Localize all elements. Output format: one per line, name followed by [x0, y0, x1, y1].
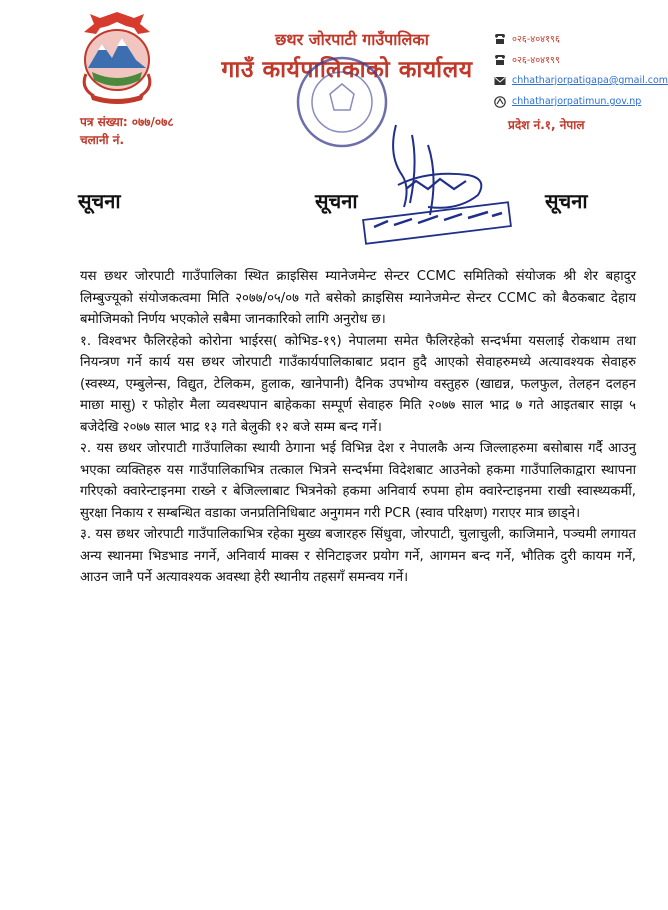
letter-ref: पत्र संख्या: ०७७/०७८: [80, 115, 174, 129]
intro-paragraph: यस छथर जोरपाटी गाउँपालिका स्थित क्राइसिस म्यानेजमेन्ट सेन्टर CCMC समितिको संयोजक श्री शेर बहादुर लिम्बुज्यूको संयोजकत्वमा मिति २०७७/०५/०७ गते बसेको क्राइसिस म्यानेजमेन्ट सेन्टर CCMC को बैठकबाट देहाय बमोजिमको निर्णय भएकोले सबैमा जानकारिको लागि अनुरोध छ।: [80, 269, 636, 327]
decision-point-2: २. यस छथर जोरपाटी गाउँपालिका स्थायी ठेगाना भई विभिन्न देश र नेपालकै अन्य जिल्लाहरुमा बसोबास गर्दै आउनु भएका व्यक्तिहरु यस गाउँपालिकाभित्र तत्काल भित्रने सन्दर्भमा विदेशबाट आउनेको हकमा गाउँपालिकाद्वारा स्थापना गरिएको क्वारेन्टाइनमा राख्ने र बेजिल्लाबाट भित्रनेको हकमा अनिवार्य रुपमा होम क्वारेन्टाइनमा राखी स्वास्थ्यकर्मी, सुरक्षा निकाय र सम्बन्धित वडाका जनप्रतिनिधिबाट अनुगमन गरी PCR (स्वाव परिक्षण) गराएर मात्र छाड्ने।: [80, 441, 636, 521]
phone-row-2: [494, 49, 643, 70]
phone-icon: [494, 33, 506, 45]
office-title: गाउँ कार्यपालिकाको कार्यालय: [221, 57, 473, 83]
dispatch-number: चलानी नं.: [80, 133, 125, 147]
phone-2: ०२६-४०४१९९: [512, 55, 560, 66]
email-link[interactable]: chhatharjorpatigapa@gmail.com: [512, 75, 668, 86]
phone-1: ०२६-४०४१९६: [512, 34, 560, 45]
phone-icon: [494, 54, 506, 66]
decision-point-3: ३. यस छथर जोरपाटी गाउँपालिकाभित्र रहेका मुख्य बजारहरु सिंधुवा, जोरपाटी, चुलाचुली, काजिमाने, पञ्चमी लगायत अन्य स्थानमा भिडभाड नगर्ने, अनिवार्य माक्स र सेनिटाइजर प्रयोग गर्ने, आगमन बन्द गर्ने, भौतिक दुरी कायम गर्ने, आउन जानै पर्ने अत्यावश्यक अवस्था हेरी स्थानीय तहसगँ समन्वय गर्ने।: [80, 527, 636, 585]
email-icon: [494, 75, 506, 87]
email-row: [494, 70, 668, 91]
nepal-emblem-icon: [74, 8, 160, 104]
phone-row-1: [494, 28, 643, 49]
notice-heading-center: सूचना: [315, 189, 358, 213]
web-icon: [494, 96, 506, 108]
signature-stamp-icon: [358, 115, 518, 255]
notice-body: [80, 266, 636, 589]
province-label: प्रदेश नं.१, नेपाल: [508, 118, 585, 132]
contact-block: [494, 28, 668, 112]
decision-point-1: १. विश्वभर फैलिरहेको कोरोना भाईरस( कोभिड-१९) नेपालमा समेत फैलिरहेको सन्दर्भमा यसलाई रोकथाम तथा नियन्त्रण गर्ने कार्य यस छथर जोरपाटी गाउँकार्यपालिकाबाट प्रदान हुदै आएको सेवाहरुमध्ये अत्यावश्यक सेवाहरु (स्वस्थ्य, एम्बुलेन्स, विद्युत, टेलिकम, हुलाक, खानेपानी) दैनिक उपभोग्य वस्तुहरु (खाद्यन्न, फलफुल, तेलहन दलहन माछा मासु) र फोहोर मैला व्यवस्थपान बाहेकका सम्पूर्ण सेवाहरु मिति २०७७ साल भाद्र ७ गते आइतबार साझ ५ बजेदेखि २०७७ साल भाद्र १३ गते बेलुकी १२ बजे सम्म बन्द गर्ने।: [80, 333, 636, 435]
website-link[interactable]: chhatharjorpatimun.gov.np: [512, 96, 642, 107]
web-row: [494, 91, 643, 112]
notice-heading-right: सूचना: [545, 189, 588, 213]
notice-heading-left: सूचना: [78, 189, 121, 213]
office-name: छथर जोरपाटी गाउँपालिका: [275, 30, 429, 49]
